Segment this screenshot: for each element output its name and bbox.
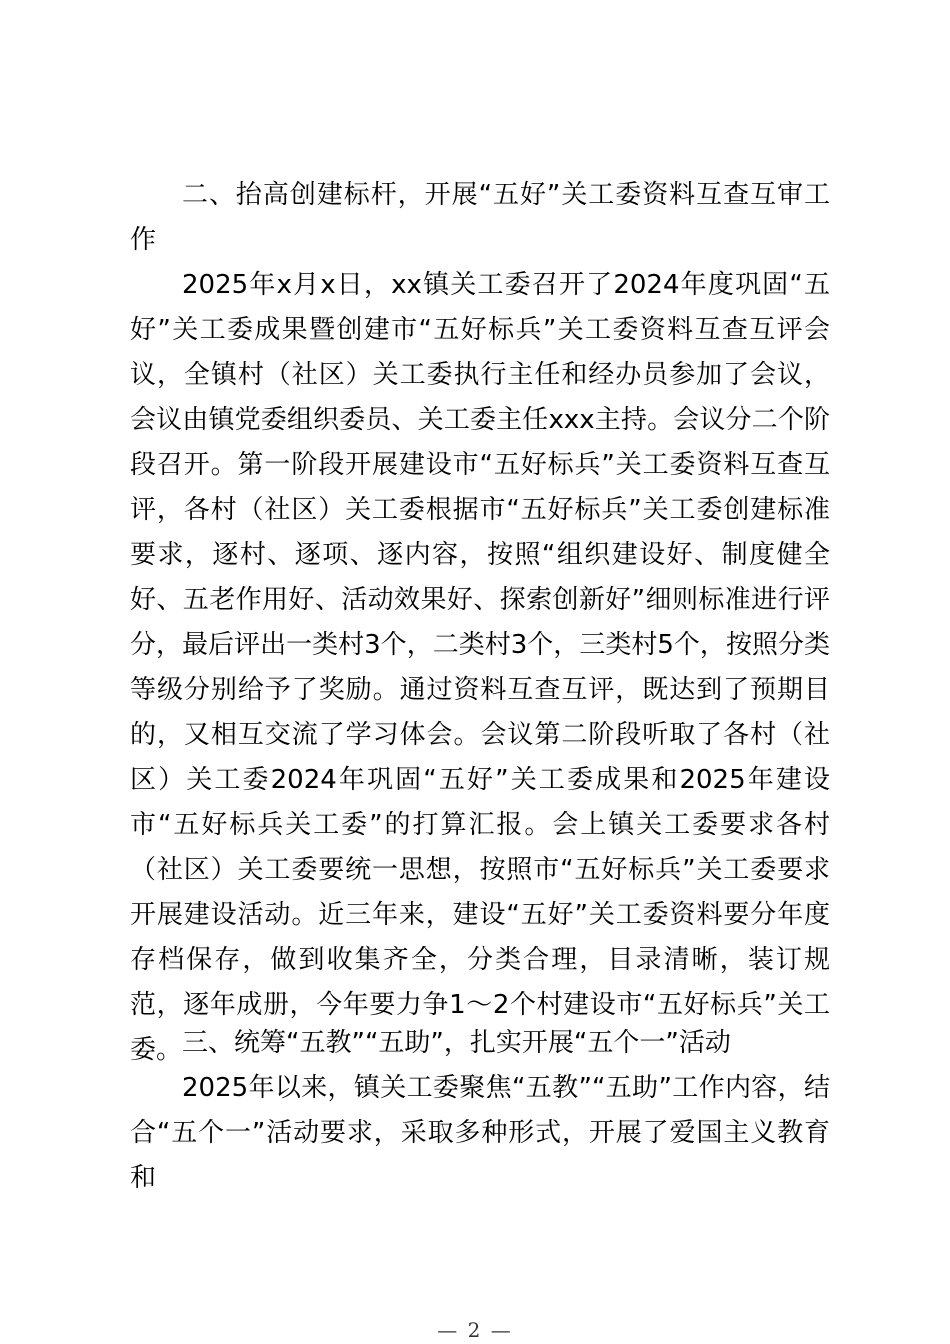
section-heading-3: 三、统筹“五教”“五助”，扎实开展“五个一”活动 xyxy=(182,1028,731,1058)
body-paragraph-1: 2025年x月x日，xx镇关工委召开了2024年度巩固“五好”关工委成果暨创建市“五好标兵”关工委资料互查互评会议，全镇村（社区）关工委执行主任和经办员参加了会议，会议由镇党委组织委员、关工委主任xxx主持。会议分二个阶段召开。第一阶段开展建设市“五好标兵”关工委资料互查互评，各村（社区）关工委根据市“五好标兵”关工委创建标准要求，逐村、逐项、逐内容，按照“组织建设好、制度健全好、五老作用好、活动效果好、探索创新好”细则标准进行评分，最后评出一类村3个，二类村3个，三类村5个，按照分类等级分别给予了奖励。通过资料互查互评，既达到了预期目的，又相互交流了学习体会。会议第二阶段听取了各村（社区）关工委2024年巩固“五好”关工委成果和2025年建设市“五好标兵关工委”的打算汇报。会上镇关工委要求各村（社区）关工委要统一思想，按照市“五好标兵”关工委要求开展建设活动。近三年来，建设“五好”关工委资料要分年度存档保存，做到收集齐全，分类合理，目录清晰，装订规范，逐年成册，今年要力争1～2个村建设市“五好标兵”关工委。 xyxy=(130,270,830,1065)
body-paragraph-2: 2025年以来，镇关工委聚焦“五教”“五助”工作内容，结合“五个一”活动要求，采取多种形式，开展了爱国主义教育和 xyxy=(130,1073,830,1193)
section-heading-2: 二、抬高创建标杆，开展“五好”关工委资料互查互审工作 xyxy=(130,180,830,255)
page-number: — 2 — xyxy=(437,1318,513,1342)
